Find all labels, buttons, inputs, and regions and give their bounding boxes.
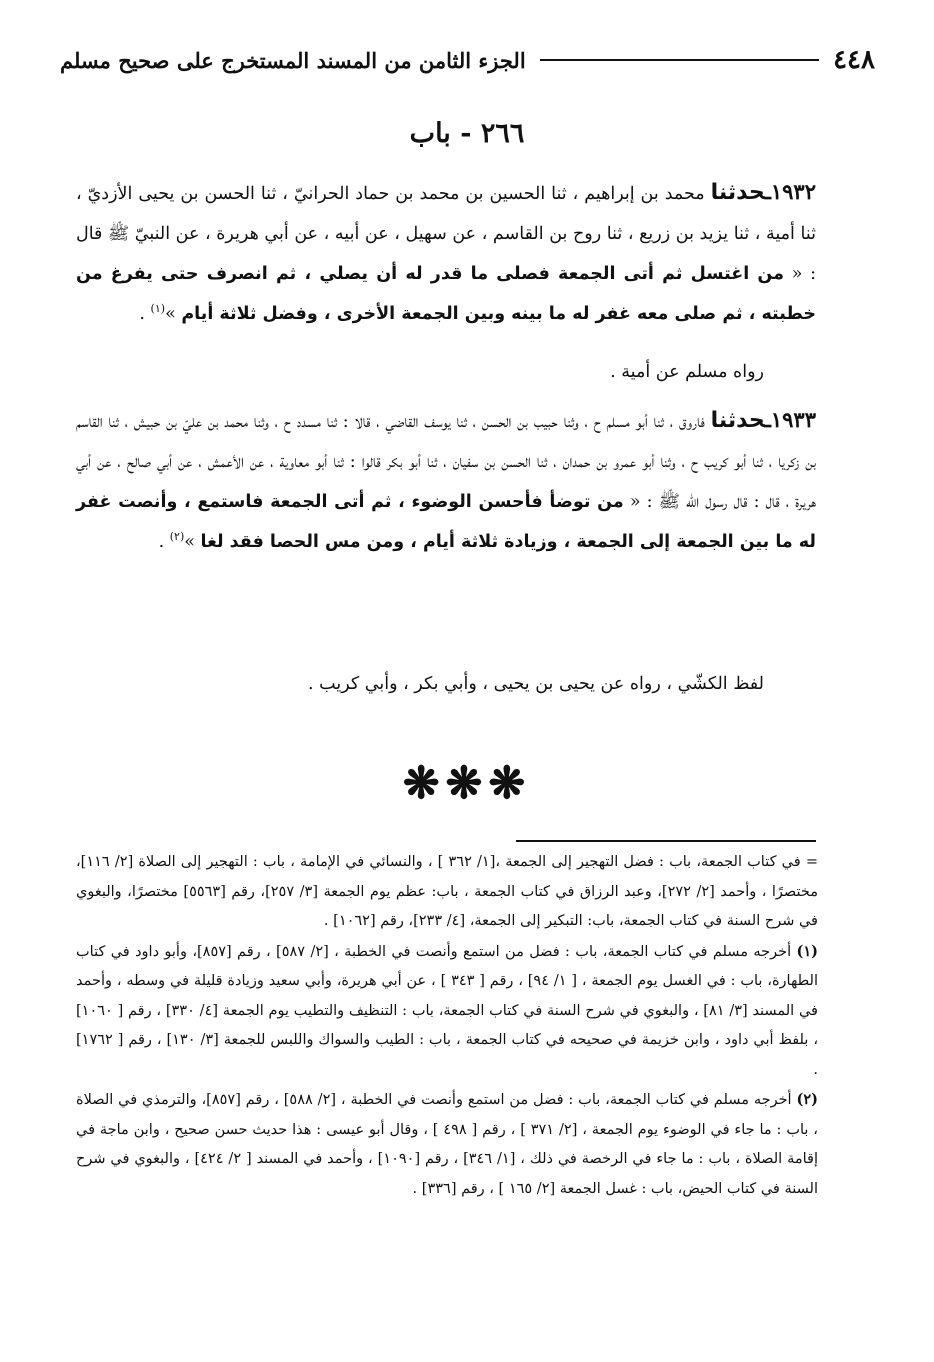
hadith-matn: من توضأ فأحسن الوضوء ، ثم أتى الجمعة فاستمع ، وأنصت غفر له ما بين الجمعة إلى الجمعة ، وزيادة ثلاثة أيام ، ومن مس الحصا فقد لغا (76, 492, 816, 552)
hadith-1933-note: لفظ الكشّي ، رواه عن يحيى بن يحيى ، وأبي بكر ، وأبي كريب . (308, 674, 764, 694)
footnote-text: أخرجه مسلم في كتاب الجمعة، باب : فضل من استمع وأنصت في الخطبة ، [٢/ ٥٨٧] ، رقم [٨٥٧]، وأبو داود في كتاب الطهارة، باب : في الغسل يوم الجمعة ، [ ١/ ٩٤] ، رقم [ ٣٤٣ ] ، عن أبي هريرة، وأبي سعيد وزيادة قليلة في وسطه ، وأحمد في المسند [٣/ ٨١] ، والبغوي في شرح السنة في كتاب الجمعة، باب : التنظيف والتطيب يوم الجمعة [٤/ ٣٣٠] ، رقم [ ١٠٦٠] ، بلفظ أبي داود ، وابن خزيمة في صحيحه في كتاب الجمعة ، باب : الطيب والسواك واللبس للجمعة [٣/ ١٣٠] ، رقم [ ١٧٦٢] . (76, 943, 818, 1078)
footnotes (76, 848, 818, 1204)
footnote-2 (76, 1085, 818, 1204)
hadith-keyword: حدثنا (710, 408, 765, 433)
hadith-end: . (139, 304, 151, 324)
page-number: ٤٤٨ (833, 45, 875, 75)
hadith-isnad: فاروق ، ثنا أبو مسلم ح ، وثنا حبيب بن الحسن ، ثنا يوسف القاضي ، قالا : ثنا مسدد ح ، وثنا محمد بن عليّ بن حبيش ، ثنا القاسم بن زكريا ، ثنا أبو كريب ح ، وثنا أبو عمرو بن حمدان ، ثنا الحسن بن سفيان ، ثنا أبو بكر قالوا : ثنا أبو معاوية ، عن الأعمش ، عن أبي صالح ، عن أبي هريرة ، قال : قال رسول الله ﷺ : « (76, 412, 816, 512)
running-header (60, 38, 875, 82)
hadith-close-quote: » (184, 532, 195, 552)
hadith-number: ١٩٣٣ـ (764, 407, 816, 432)
chapter-heading: ٢٦٦ - باب (409, 118, 525, 149)
footnote-rule (516, 840, 816, 842)
hadith-1932-note: رواه مسلم عن أمية . (610, 362, 764, 382)
footnote-text: = في كتاب الجمعة، باب : فضل التهجير إلى الجمعة ،[١/ ٣٦٢ ] ، والنسائي في الإمامة ، باب : التهجير إلى الصلاة [٢/ ١١٦]، مختصرًا ، وأحمد [٢/ ٢٧٢]، وعبد الرزاق في كتاب الجمعة ، باب: عظم يوم الجمعة [٣/ ٢٥٧]، رقم [٥٥٦٣] مختصرًا، والبغوي في شرح السنة في كتاب الجمعة، باب: التبكير إلى الجمعة، [٤/ ٢٣٣]، رقم [١٠٦٢] . (76, 854, 819, 929)
hadith-keyword: حدثنا (710, 180, 765, 205)
header-title: الجزء الثامن من المسند المستخرج على صحيح مسلم (60, 47, 526, 73)
footnote-number: (١) (796, 942, 819, 960)
hadith-1932 (76, 172, 816, 334)
footnote-text: أخرجه مسلم في كتاب الجمعة، باب : فضل من استمع وأنصت في الخطبة ، [٢/ ٥٨٨] ، رقم [٨٥٧]، والترمذي في الصلاة ، باب : ما جاء في الوضوء يوم الجمعة ، [٢/ ٣٧١ ] ، رقم [ ٤٩٨ ] ، وقال أبو عيسى : هذا حديث حسن صحيح ، وابن ماجة في إقامة الصلاة ، باب : ما جاء في الرخصة في ذلك ، [١/ ٣٤٦] ، رقم [١٠٩٠] ، وأحمد في المسند [ ٢/ ٤٢٤] ، والبغوي في شرح السنة في كتاب الحيض، باب : غسل الجمعة [٢/ ١٦٥ ] ، رقم [٣٣٦] . (76, 1092, 819, 1197)
footnote-ref: (١) (150, 302, 166, 316)
section-separator: ❋❋❋ (402, 758, 532, 809)
footnote-continuation (76, 848, 818, 937)
footnote-ref: (٢) (169, 530, 185, 544)
header-rule (540, 59, 819, 61)
hadith-close-quote: » (165, 304, 176, 324)
hadith-end: . (158, 532, 170, 552)
footnote-1 (76, 937, 818, 1086)
hadith-matn: من اغتسل ثم أتى الجمعة فصلى ما قدر له أن يصلي ، ثم انصرف حتى يفرغ من خطبته ، ثم صلى معه غفر له ما بينه وبين الجمعة الأخرى ، وفضل ثلاثة أيام (76, 264, 816, 324)
hadith-1933 (76, 400, 816, 562)
hadith-isnad: محمد بن إبراهيم ، ثنا الحسين بن محمد بن حماد الحرانيّ ، ثنا الحسن بن يحيى الأزديّ ، ثنا أمية ، ثنا يزيد بن زريع ، ثنا روح بن القاسم ، عن سهيل ، عن أبيه ، عن أبي هريرة ، عن النبيّ ﷺ قال : « (76, 184, 816, 284)
hadith-number: ١٩٣٢ـ (764, 179, 816, 204)
footnote-number: (٢) (796, 1091, 819, 1108)
